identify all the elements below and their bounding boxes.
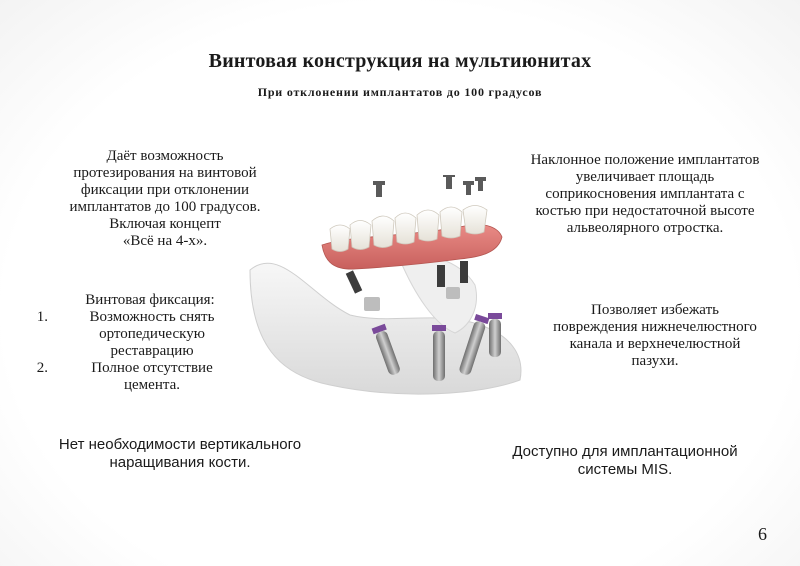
text-line: Полное отсутствие	[91, 360, 213, 376]
text-line: цемента.	[123, 377, 180, 393]
text-line: повреждения нижнечелюстного	[553, 319, 757, 335]
text-line: Даёт возможность	[106, 148, 224, 164]
list-number: 2.	[36, 360, 48, 376]
text-line: наращивания кости.	[109, 454, 251, 471]
text-line: канала и верхнечелюстной	[569, 336, 741, 352]
text-line: пазухи.	[631, 353, 679, 369]
text-line: ортопедическую	[99, 326, 205, 342]
text-line: протезирования на винтовой	[73, 165, 257, 181]
text-line: имплантатов до 100 градусов.	[69, 199, 261, 215]
fixation-screws	[373, 175, 486, 197]
numbered-list	[10, 309, 250, 394]
text-line: Возможность снять	[89, 309, 215, 325]
list-number: 1.	[36, 309, 48, 325]
right-text-block-1	[500, 152, 790, 237]
text-line: альвеолярного отростка.	[566, 220, 724, 236]
text-line: «Всё на 4-х».	[122, 233, 208, 249]
slide-subtitle: При отклонении имплантатов до 100 градусов	[257, 85, 543, 99]
right-text-block-2	[520, 302, 790, 370]
list-item	[10, 309, 250, 360]
text-line: Включая концепт	[109, 216, 221, 232]
list-heading: Винтовая фиксация:	[85, 292, 215, 308]
page-number: 6	[758, 524, 767, 544]
text-line: Наклонное положение имплантатов	[530, 152, 760, 168]
left-text-block-2	[10, 292, 250, 394]
right-text-block-3	[480, 443, 770, 479]
text-line: Нет необходимости вертикального	[58, 436, 302, 453]
dental-implant-bridge-illustration	[240, 175, 530, 415]
text-line: Доступно для имплантационной	[512, 443, 738, 460]
slide-title: Винтовая конструкция на мультиюнитах	[208, 50, 592, 72]
text-line: реставрацию	[110, 343, 194, 359]
left-text-block-3	[40, 436, 320, 472]
list-item	[10, 360, 250, 394]
text-line: системы MIS.	[577, 461, 673, 478]
text-line: увеличивает площадь	[575, 169, 715, 185]
text-line: Позволяет избежать	[591, 302, 719, 318]
text-line: соприкосновения имплантата с	[545, 186, 745, 202]
text-line: фиксации при отклонении	[80, 182, 250, 198]
text-line: костью при недостаточной высоте	[535, 203, 755, 219]
